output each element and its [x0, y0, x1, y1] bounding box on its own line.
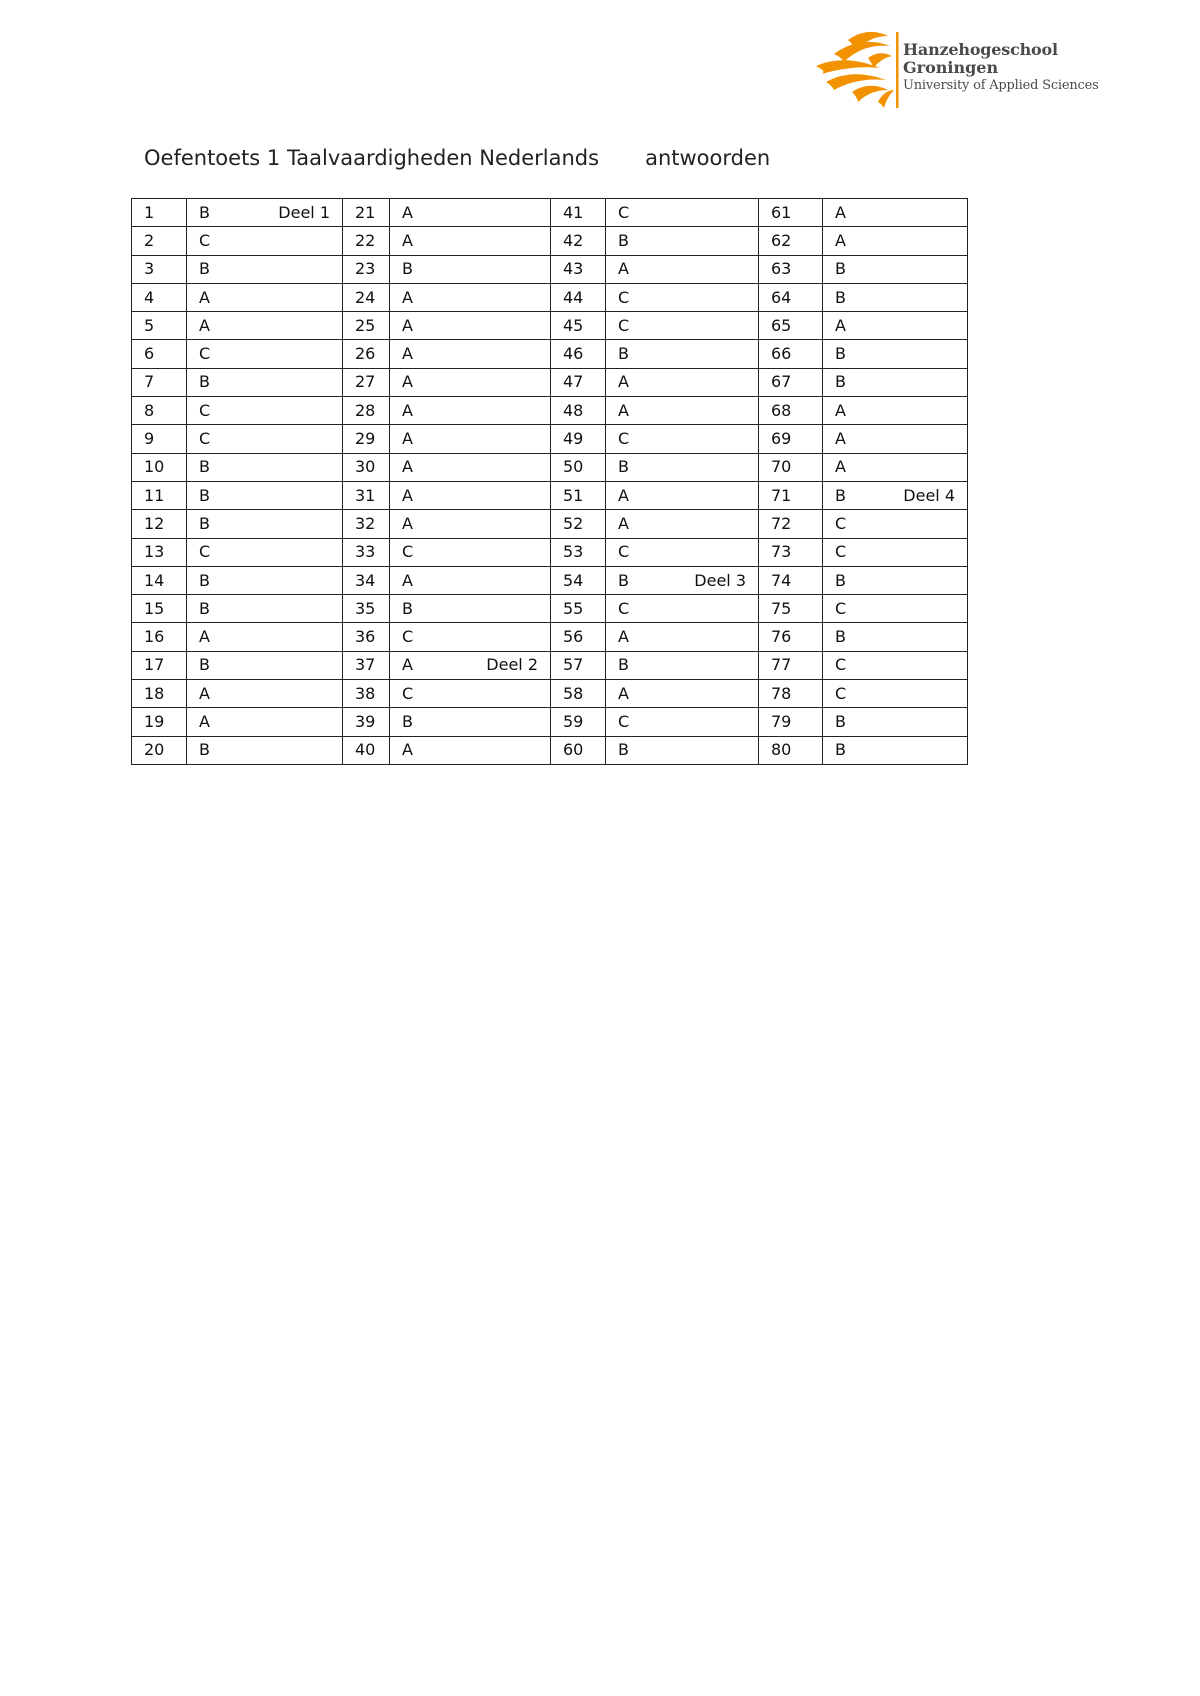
answer-letter: B [618, 570, 629, 590]
answer-letter: C [618, 429, 630, 449]
answer-letter: A [618, 400, 629, 420]
answer-letter: B [199, 513, 210, 533]
answer-letter: A [618, 513, 629, 533]
answer-letter: A [402, 202, 413, 222]
answer-cell [606, 595, 759, 623]
answer-cell [390, 595, 551, 623]
table-row [132, 595, 968, 623]
question-number: 51 [551, 481, 606, 509]
section-label: Deel 3 [694, 570, 746, 590]
table-row [132, 283, 968, 311]
question-number: 8 [132, 397, 187, 425]
answer-letter: A [402, 372, 413, 392]
answer-cell [187, 199, 343, 227]
question-number: 50 [551, 453, 606, 481]
answer-cell [823, 312, 968, 340]
answer-cell [187, 510, 343, 538]
question-number: 27 [343, 368, 390, 396]
answer-cell [606, 255, 759, 283]
answer-letter: A [402, 485, 413, 505]
answer-cell [606, 227, 759, 255]
answer-cell [606, 538, 759, 566]
answer-letter: B [835, 711, 846, 731]
answer-letter: C [618, 598, 630, 618]
answer-cell [390, 312, 551, 340]
answer-cell [606, 623, 759, 651]
answer-cell [187, 255, 343, 283]
question-number: 76 [759, 623, 823, 651]
question-number: 77 [759, 651, 823, 679]
answer-cell [606, 651, 759, 679]
answer-letter: B [835, 485, 846, 505]
answer-letter: C [618, 711, 630, 731]
answer-letter: C [835, 683, 847, 703]
answer-letter: B [402, 259, 413, 279]
question-number: 3 [132, 255, 187, 283]
answer-letter: A [402, 513, 413, 533]
answer-cell [823, 510, 968, 538]
question-number: 42 [551, 227, 606, 255]
question-number: 9 [132, 425, 187, 453]
answer-cell [187, 283, 343, 311]
table-row [132, 312, 968, 340]
section-label: Deel 4 [903, 485, 955, 505]
answer-letter: C [199, 542, 211, 562]
answer-letter: A [199, 711, 210, 731]
answer-letter: B [835, 372, 846, 392]
answer-cell [823, 227, 968, 255]
answer-letter: B [199, 457, 210, 477]
table-row [132, 227, 968, 255]
question-number: 33 [343, 538, 390, 566]
answer-letter: C [402, 542, 414, 562]
answer-letter: B [199, 570, 210, 590]
answer-letter: A [402, 655, 413, 675]
question-number: 24 [343, 283, 390, 311]
section-label: Deel 1 [278, 202, 330, 222]
answer-letter: B [402, 711, 413, 731]
answer-letter: B [618, 457, 629, 477]
answer-letter: B [402, 598, 413, 618]
answer-letter: A [199, 683, 210, 703]
answer-cell [187, 481, 343, 509]
question-number: 10 [132, 453, 187, 481]
answer-letter: A [835, 400, 846, 420]
title-main: Oefentoets 1 Taalvaardigheden Nederlands [144, 146, 600, 170]
answer-cell [390, 199, 551, 227]
question-number: 61 [759, 199, 823, 227]
question-number: 47 [551, 368, 606, 396]
question-number: 60 [551, 736, 606, 764]
question-number: 68 [759, 397, 823, 425]
answer-cell [823, 680, 968, 708]
answer-letter: C [835, 598, 847, 618]
answer-cell [390, 340, 551, 368]
table-row [132, 425, 968, 453]
table-row [132, 510, 968, 538]
question-number: 75 [759, 595, 823, 623]
answer-cell [823, 736, 968, 764]
answer-letter: A [835, 202, 846, 222]
table-row [132, 199, 968, 227]
question-number: 55 [551, 595, 606, 623]
answer-letter: A [402, 230, 413, 250]
answer-cell [187, 312, 343, 340]
question-number: 53 [551, 538, 606, 566]
answer-letter: C [199, 230, 211, 250]
answer-letter: A [618, 683, 629, 703]
answer-letter: B [835, 740, 846, 760]
table-row [132, 340, 968, 368]
answer-cell [823, 623, 968, 651]
answer-letter: A [199, 287, 210, 307]
answer-cell [187, 227, 343, 255]
question-number: 26 [343, 340, 390, 368]
answer-cell [606, 453, 759, 481]
answer-cell [606, 283, 759, 311]
answer-cell [823, 368, 968, 396]
answer-letter: B [199, 485, 210, 505]
logo-line-3: University of Applied Sciences [903, 78, 1099, 93]
answer-letter: A [835, 315, 846, 335]
answer-cell [606, 736, 759, 764]
answer-letter: C [835, 542, 847, 562]
answer-cell [390, 425, 551, 453]
answer-cell [823, 708, 968, 736]
answer-table [131, 198, 968, 765]
question-number: 69 [759, 425, 823, 453]
question-number: 37 [343, 651, 390, 679]
question-number: 30 [343, 453, 390, 481]
question-number: 29 [343, 425, 390, 453]
question-number: 65 [759, 312, 823, 340]
answer-cell [187, 425, 343, 453]
answer-letter: B [199, 740, 210, 760]
flame-icon [812, 28, 904, 112]
answer-cell [390, 566, 551, 594]
question-number: 71 [759, 481, 823, 509]
answer-letter: B [618, 344, 629, 364]
answer-letter: A [402, 740, 413, 760]
answer-cell [390, 481, 551, 509]
answer-cell [606, 566, 759, 594]
answer-cell [823, 566, 968, 594]
table-row [132, 736, 968, 764]
answer-letter: B [199, 655, 210, 675]
answer-letter: B [199, 202, 210, 222]
table-row [132, 368, 968, 396]
document-title [144, 146, 770, 170]
answer-letter: C [199, 344, 211, 364]
answer-letter: C [835, 513, 847, 533]
question-number: 2 [132, 227, 187, 255]
table-row [132, 538, 968, 566]
answer-cell [606, 425, 759, 453]
answer-letter: A [402, 570, 413, 590]
logo-line-1: Hanzehogeschool [903, 40, 1058, 59]
answer-letter: C [618, 315, 630, 335]
answer-cell [606, 680, 759, 708]
question-number: 36 [343, 623, 390, 651]
answer-letter: A [618, 627, 629, 647]
question-number: 14 [132, 566, 187, 594]
answer-letter: B [199, 598, 210, 618]
answer-cell [390, 397, 551, 425]
question-number: 16 [132, 623, 187, 651]
answer-cell [606, 312, 759, 340]
table-row [132, 481, 968, 509]
answer-cell [823, 538, 968, 566]
answer-cell [187, 736, 343, 764]
answer-letter: A [402, 400, 413, 420]
answer-cell [390, 680, 551, 708]
question-number: 1 [132, 199, 187, 227]
table-row [132, 566, 968, 594]
answer-letter: A [199, 627, 210, 647]
question-number: 22 [343, 227, 390, 255]
question-number: 41 [551, 199, 606, 227]
answer-letter: B [618, 740, 629, 760]
question-number: 48 [551, 397, 606, 425]
question-number: 43 [551, 255, 606, 283]
answer-cell [390, 227, 551, 255]
answer-letter: C [199, 429, 211, 449]
answer-letter: B [835, 259, 846, 279]
question-number: 6 [132, 340, 187, 368]
question-number: 23 [343, 255, 390, 283]
answer-letter: C [402, 627, 414, 647]
answer-letter: A [835, 429, 846, 449]
answer-letter: C [835, 655, 847, 675]
answer-letter: A [835, 230, 846, 250]
question-number: 58 [551, 680, 606, 708]
answer-cell [187, 368, 343, 396]
question-number: 44 [551, 283, 606, 311]
question-number: 40 [343, 736, 390, 764]
answer-cell [823, 425, 968, 453]
answer-letter: B [835, 570, 846, 590]
answer-cell [390, 651, 551, 679]
answer-letter: C [402, 683, 414, 703]
answer-cell [187, 397, 343, 425]
question-number: 25 [343, 312, 390, 340]
answer-cell [606, 397, 759, 425]
question-number: 19 [132, 708, 187, 736]
answer-cell [390, 708, 551, 736]
answer-cell [823, 340, 968, 368]
question-number: 4 [132, 283, 187, 311]
question-number: 39 [343, 708, 390, 736]
answer-letter: C [618, 287, 630, 307]
question-number: 54 [551, 566, 606, 594]
question-number: 38 [343, 680, 390, 708]
answer-letter: A [402, 315, 413, 335]
question-number: 59 [551, 708, 606, 736]
question-number: 66 [759, 340, 823, 368]
logo-line-2: Groningen [903, 58, 999, 77]
answer-letter: B [199, 259, 210, 279]
answer-cell [187, 340, 343, 368]
answer-cell [606, 708, 759, 736]
answer-cell [187, 453, 343, 481]
question-number: 52 [551, 510, 606, 538]
question-number: 18 [132, 680, 187, 708]
question-number: 72 [759, 510, 823, 538]
question-number: 5 [132, 312, 187, 340]
question-number: 74 [759, 566, 823, 594]
answer-letter: A [402, 429, 413, 449]
section-label: Deel 2 [486, 655, 538, 675]
table-row [132, 708, 968, 736]
answer-letter: B [835, 287, 846, 307]
answer-cell [187, 680, 343, 708]
answer-letter: C [618, 202, 630, 222]
answer-letter: C [618, 542, 630, 562]
answer-letter: A [402, 287, 413, 307]
answer-cell [390, 623, 551, 651]
answer-cell [823, 397, 968, 425]
question-number: 15 [132, 595, 187, 623]
table-row [132, 651, 968, 679]
answer-cell [823, 283, 968, 311]
answer-letter: B [618, 655, 629, 675]
table-row [132, 397, 968, 425]
question-number: 34 [343, 566, 390, 594]
question-number: 12 [132, 510, 187, 538]
answer-letter: A [618, 372, 629, 392]
table-row [132, 453, 968, 481]
title-sub: antwoorden [645, 146, 771, 170]
answer-cell [390, 736, 551, 764]
table-row [132, 255, 968, 283]
question-number: 20 [132, 736, 187, 764]
answer-cell [823, 199, 968, 227]
answer-cell [823, 651, 968, 679]
answer-letter: B [618, 230, 629, 250]
question-number: 11 [132, 481, 187, 509]
question-number: 13 [132, 538, 187, 566]
question-number: 78 [759, 680, 823, 708]
question-number: 73 [759, 538, 823, 566]
question-number: 32 [343, 510, 390, 538]
question-number: 79 [759, 708, 823, 736]
answer-letter: A [402, 344, 413, 364]
answer-cell [390, 255, 551, 283]
answer-letter: A [835, 457, 846, 477]
answer-cell [606, 340, 759, 368]
question-number: 35 [343, 595, 390, 623]
answer-cell [606, 481, 759, 509]
answer-cell [606, 368, 759, 396]
answer-cell [390, 368, 551, 396]
question-number: 63 [759, 255, 823, 283]
answer-cell [390, 453, 551, 481]
answer-letter: B [835, 344, 846, 364]
table-row [132, 680, 968, 708]
question-number: 7 [132, 368, 187, 396]
answer-letter: A [618, 259, 629, 279]
question-number: 64 [759, 283, 823, 311]
question-number: 46 [551, 340, 606, 368]
answer-cell [823, 453, 968, 481]
answer-cell [187, 538, 343, 566]
question-number: 21 [343, 199, 390, 227]
question-number: 56 [551, 623, 606, 651]
answer-letter: B [199, 372, 210, 392]
answer-letter: C [199, 400, 211, 420]
question-number: 67 [759, 368, 823, 396]
hanzehogeschool-logo [812, 28, 1112, 112]
answer-cell [823, 255, 968, 283]
answer-cell [187, 623, 343, 651]
answer-letter: A [402, 457, 413, 477]
answer-cell [823, 595, 968, 623]
question-number: 70 [759, 453, 823, 481]
question-number: 49 [551, 425, 606, 453]
question-number: 80 [759, 736, 823, 764]
question-number: 28 [343, 397, 390, 425]
answer-cell [187, 566, 343, 594]
answer-cell [187, 708, 343, 736]
question-number: 62 [759, 227, 823, 255]
answer-cell [187, 651, 343, 679]
answer-cell [606, 199, 759, 227]
question-number: 57 [551, 651, 606, 679]
question-number: 45 [551, 312, 606, 340]
question-number: 17 [132, 651, 187, 679]
answer-cell [390, 283, 551, 311]
answer-cell [823, 481, 968, 509]
answer-cell [390, 538, 551, 566]
answer-cell [606, 510, 759, 538]
answer-letter: A [199, 315, 210, 335]
answer-letter: A [618, 485, 629, 505]
question-number: 31 [343, 481, 390, 509]
table-row [132, 623, 968, 651]
answer-letter: B [835, 627, 846, 647]
answer-cell [187, 595, 343, 623]
answer-cell [390, 510, 551, 538]
